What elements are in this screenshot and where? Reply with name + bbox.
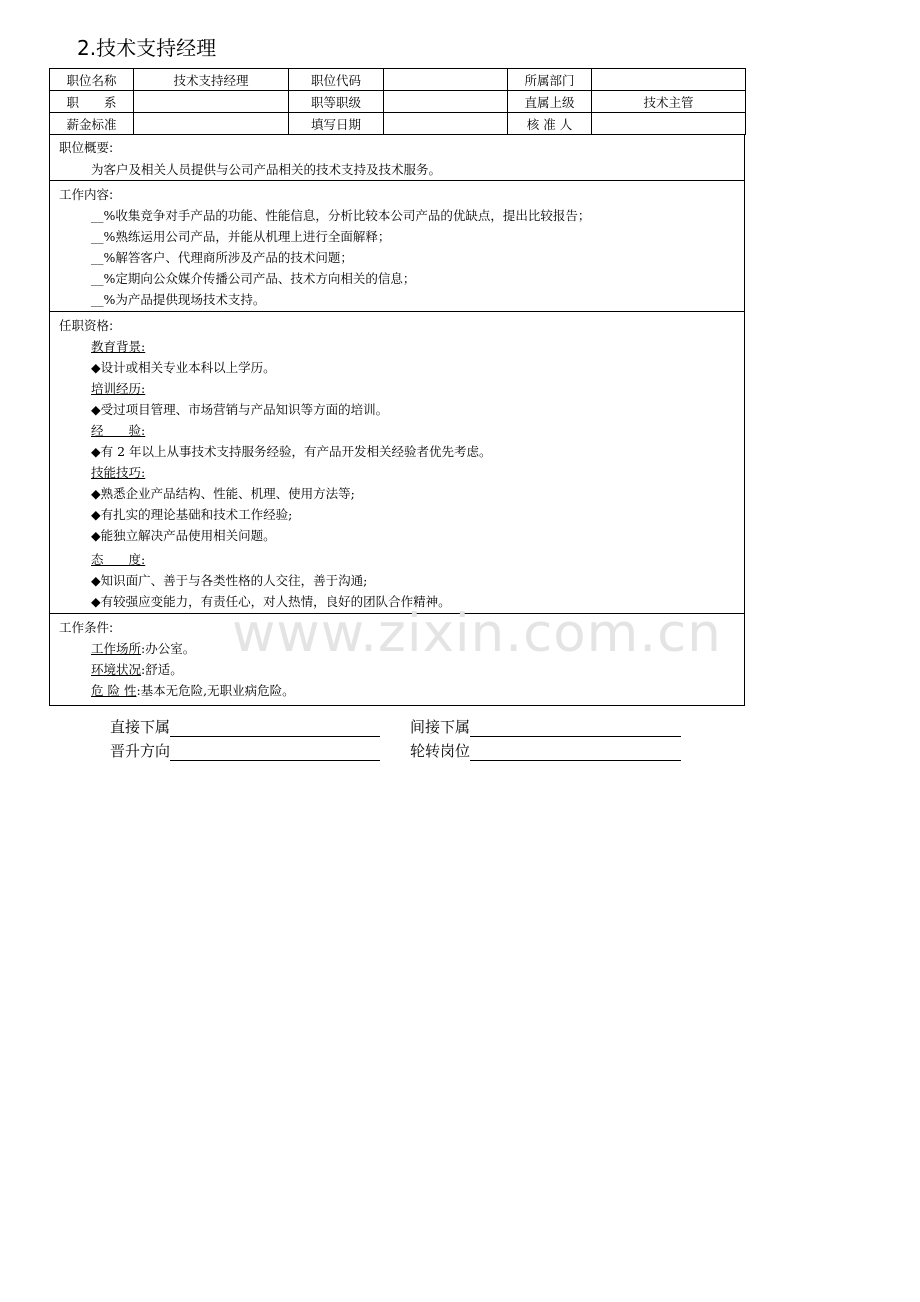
education-label: 教育背景:: [91, 339, 146, 354]
position-name-label: 职位名称: [50, 69, 134, 91]
list-item: __%收集竞争对手产品的功能、性能信息，分析比较本公司产品的优缺点，提出比较报告；: [91, 208, 591, 223]
job-family-label: 职 系: [50, 91, 134, 113]
list-item: __%熟练运用公司产品，并能从机理上进行全面解释；: [91, 229, 391, 244]
risk-line: [91, 681, 295, 699]
environment-label: 环境状况: [91, 662, 142, 677]
fill-date-label: 填写日期: [289, 113, 384, 135]
list-item: ◆能独立解决产品使用相关问题。: [91, 528, 276, 543]
environment-line: [91, 660, 183, 678]
salary-label: 薪金标准: [50, 113, 134, 135]
table-row: [50, 69, 746, 91]
rotation-blank: [470, 744, 681, 761]
position-code-label: 职位代码: [289, 69, 384, 91]
department-label: 所属部门: [508, 69, 592, 91]
direct-subordinate-field: [110, 716, 380, 737]
qualifications-title: 任职资格:: [59, 318, 114, 333]
grade-label: 职等职级: [289, 91, 384, 113]
indirect-subordinate-label: 间接下属: [410, 718, 471, 736]
list-item: __%定期向公众媒介传播公司产品、技术方向相关的信息；: [91, 271, 416, 286]
supervisor-value: 技术主管: [592, 91, 746, 113]
work-place-value: :办公室。: [141, 641, 196, 656]
promotion-field: [110, 740, 380, 761]
position-name-value: 技术支持经理: [134, 69, 289, 91]
list-item: __%解答客户、代理商所涉及产品的技术问题；: [91, 250, 353, 265]
position-code-value: [384, 69, 508, 91]
fill-date-value: [384, 113, 508, 135]
promotion-blank: [170, 744, 380, 761]
risk-label: 危 险 性: [91, 683, 137, 698]
table-row: [50, 113, 746, 135]
list-item: ◆有扎实的理论基础和技术工作经验;: [91, 507, 293, 522]
list-item: ◆有较强应变能力，有责任心，对人热情，良好的团队合作精神。: [91, 594, 451, 609]
attitude-label: 态 度:: [91, 552, 146, 567]
rotation-field: [410, 740, 681, 761]
watermark: www.zixin.com.cn: [232, 603, 722, 664]
skills-label: 技能技巧:: [91, 465, 146, 480]
training-label: 培训经历:: [91, 381, 146, 396]
department-value: [592, 69, 746, 91]
overview-section: [49, 135, 745, 181]
grade-value: [384, 91, 508, 113]
indirect-subordinate-field: [410, 716, 681, 737]
overview-text: 为客户及相关人员提供与公司产品相关的技术支持及技术服务。: [91, 162, 442, 177]
education-text: ◆设计或相关专业本科以上学历。: [91, 360, 276, 375]
approver-value: [592, 113, 746, 135]
qualifications-section: [49, 312, 745, 614]
direct-subordinate-blank: [170, 720, 380, 737]
work-title: 工作内容:: [59, 187, 114, 202]
risk-value: :基本无危险,无职业病危险。: [136, 683, 295, 698]
work-place-label: 工作场所: [91, 641, 142, 656]
experience-text: ◆有 2 年以上从事技术支持服务经验，有产品开发相关经验者优先考虑。: [91, 444, 492, 459]
job-family-value: [134, 91, 289, 113]
page-title: 2.技术支持经理: [77, 36, 217, 60]
training-text: ◆受过项目管理、市场营销与产品知识等方面的培训。: [91, 402, 389, 417]
list-item: __%为产品提供现场技术支持。: [91, 292, 266, 307]
salary-value: [134, 113, 289, 135]
work-section: [49, 181, 745, 312]
overview-title: 职位概要:: [59, 140, 114, 155]
direct-subordinate-label: 直接下属: [110, 718, 171, 736]
rotation-label: 轮转岗位: [410, 742, 471, 760]
environment-value: :舒适。: [141, 662, 183, 677]
approver-label: 核 准 人: [508, 113, 592, 135]
list-item: ◆熟悉企业产品结构、性能、机理、使用方法等;: [91, 486, 355, 501]
conditions-section: [49, 614, 745, 706]
job-info-table: [49, 68, 746, 135]
experience-label: 经 验:: [91, 423, 146, 438]
list-item: ◆知识面广、善于与各类性格的人交往，善于沟通;: [91, 573, 368, 588]
promotion-label: 晋升方向: [110, 742, 171, 760]
indirect-subordinate-blank: [470, 720, 681, 737]
table-row: [50, 91, 746, 113]
work-place-line: [91, 639, 195, 657]
supervisor-label: 直属上级: [508, 91, 592, 113]
conditions-title: 工作条件:: [59, 620, 114, 635]
